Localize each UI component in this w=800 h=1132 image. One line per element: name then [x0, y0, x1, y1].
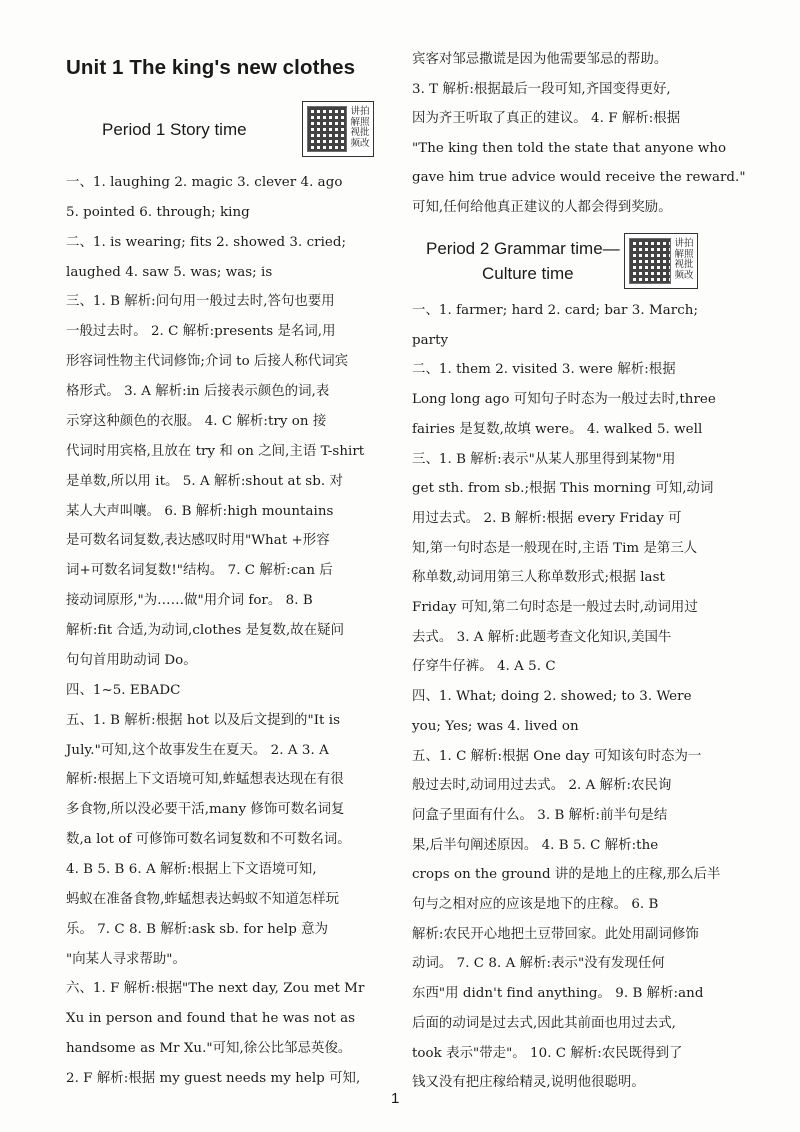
answer-line: 代词时用宾格,且放在 try 和 on 之间,主语 T-shirt: [66, 443, 365, 459]
answer-line: laughed 4. saw 5. was; was; is: [66, 264, 273, 280]
answer-line: 一、1. farmer; hard 2. card; bar 3. March;: [412, 303, 699, 318]
qr-caption: 讲拍 解照 视批 频改: [674, 238, 694, 281]
answer-line: 格形式。 3. A 解析:in 后接表示颜色的词,表: [66, 384, 330, 400]
answer-line: 多食物,所以没必要干活,many 修饰可数名词复: [66, 802, 345, 818]
answer-line: 动词。 7. C 8. A 解析:表示"没有发现任何: [412, 956, 665, 972]
answer-line: 乐。 7. C 8. B 解析:ask sb. for help 意为: [66, 921, 329, 937]
answer-line: get sth. from sb.;根据 This morning 可知,动词: [412, 481, 714, 497]
page-number: 1: [391, 1090, 400, 1107]
answer-line: 二、1. them 2. visited 3. were 解析:根据: [412, 362, 676, 378]
period-1-title: Period 1 Story time: [102, 120, 247, 139]
answer-line: 宾客对邹忌撒谎是因为他需要邹忌的帮助。: [412, 52, 668, 67]
answer-line: 2. F 解析:根据 my guest needs my help 可知,: [66, 1071, 361, 1087]
answer-line: 解析:fit 合适,为动词,clothes 是复数,故在疑问: [66, 623, 345, 639]
answer-line: 是单数,所以用 it。 5. A 解析:shout at sb. 对: [66, 473, 343, 489]
answer-line: 四、1~5. EBADC: [66, 682, 181, 698]
answer-line: 钱又没有把庄稼给精灵,说明他很聪明。: [412, 1075, 645, 1091]
answer-line: took 表示"带走"。 10. C 解析:农民既得到了: [412, 1045, 683, 1061]
answer-line: handsome as Mr Xu."可知,徐公比邹忌英俊。: [66, 1041, 352, 1057]
answer-line: 五、1. C 解析:根据 One day 可知该句时态为一: [412, 748, 702, 764]
answer-line: 东西"用 didn't find anything。 9. B 解析:and: [412, 986, 704, 1002]
answer-line: 用过去式。 2. B 解析:根据 every Friday 可: [412, 510, 682, 526]
answer-line: 四、1. What; doing 2. showed; to 3. Were: [412, 689, 692, 705]
answer-line: crops on the ground 讲的是地上的庄稼,那么后半: [412, 867, 721, 883]
answer-line: 5. pointed 6. through; king: [66, 204, 250, 220]
answer-line: fairies 是复数,故填 were。 4. walked 5. well: [412, 421, 703, 437]
period-2-title-line1: Period 2 Grammar time—: [426, 239, 620, 258]
answer-line: 知,第一句时态是一般现在时,主语 Tim 是第三人: [412, 540, 698, 556]
answer-line: 解析:农民开心地把土豆带回家。此处用副词修饰: [412, 926, 699, 942]
answer-line: 五、1. B 解析:根据 hot 以及后文提到的"It is: [66, 712, 341, 728]
unit-title: Unit 1 The king's new clothes: [66, 56, 356, 79]
answer-line: 仔穿牛仔裤。 4. A 5. C: [412, 659, 556, 675]
answer-line: July."可知,这个故事发生在夏天。 2. A 3. A: [66, 742, 329, 758]
qr-caption: 讲拍 解照 视批 频改: [350, 106, 370, 149]
answer-line: 4. B 5. B 6. A 解析:根据上下文语境可知,: [66, 862, 317, 877]
answer-line: gave him true advice would receive the reward.": [412, 170, 746, 185]
qr-code-icon: [307, 106, 347, 152]
period-1-qr-block: [302, 101, 374, 157]
answer-line: 因为齐王听取了真正的建议。 4. F 解析:根据: [412, 111, 681, 126]
answer-line: 句句首用助动词 Do。: [66, 652, 197, 668]
answer-line: 去式。 3. A 解析:此题考查文化知识,美国牛: [412, 629, 672, 645]
answer-line: 二、1. is wearing; fits 2. showed 3. cried;: [66, 234, 347, 250]
answer-line: 称单数,动词用第三人称单数形式;根据 last: [412, 570, 665, 586]
answer-line: Friday 可知,第二句时态是一般过去时,动词用过: [412, 600, 698, 615]
period-2-title-line2: Culture time: [482, 264, 574, 283]
answer-line: 示穿这种颜色的衣服。 4. C 解析:try on 接: [66, 413, 327, 429]
answer-line: 果,后半句阐述原因。 4. B 5. C 解析:the: [412, 837, 659, 853]
answer-line: "向某人寻求帮助"。: [66, 951, 186, 967]
answer-line: 三、1. B 解析:问句用一般过去时,答句也要用: [66, 294, 335, 310]
answer-line: 般过去时,动词用过去式。 2. A 解析:农民询: [412, 778, 672, 794]
answer-line: 3. T 解析:根据最后一段可知,齐国变得更好,: [412, 81, 671, 97]
answer-line: "The king then told the state that anyone who: [412, 140, 727, 156]
answer-line: 蚂蚁在准备食物,蚱蜢想表达蚂蚁不知道怎样玩: [66, 891, 340, 907]
answer-line: 一般过去时。 2. C 解析:presents 是名词,用: [66, 324, 336, 340]
answer-line: 后面的动词是过去式,因此其前面也用过去式,: [412, 1015, 676, 1031]
period-2-qr-block: [624, 233, 698, 289]
answer-line: 数,a lot of 可修饰可数名词复数和不可数名词。: [66, 832, 351, 848]
answer-line: 解析:根据上下文语境可知,蚱蜢想表达现在有很: [66, 772, 344, 788]
answer-line: 某人大声叫嚷。 6. B 解析:high mountains: [66, 503, 334, 519]
answer-line: Long long ago 可知句子时态为一般过去时,three: [412, 392, 716, 408]
answer-line: 一、1. laughing 2. magic 3. clever 4. ago: [66, 175, 343, 190]
answer-line: 词+可数名词复数!"结构。 7. C 解析:can 后: [66, 563, 333, 579]
answer-line: 可知,任何给他真正建议的人都会得到奖励。: [412, 199, 672, 215]
answer-line: 六、1. F 解析:根据"The next day, Zou met Mr: [66, 981, 365, 997]
qr-code-icon: [629, 238, 671, 284]
answer-line: party: [412, 332, 449, 348]
answer-line: 是可数名词复数,表达感叹时用"What +形容: [66, 533, 330, 549]
answer-line: 问盒子里面有什么。 3. B 解析:前半句是结: [412, 807, 668, 823]
answer-line: Xu in person and found that he was not as: [66, 1011, 356, 1027]
answer-line: you; Yes; was 4. lived on: [412, 718, 579, 734]
answer-line: 接动词原形,"为……做"用介词 for。 8. B: [66, 593, 313, 609]
answer-line: 三、1. B 解析:表示"从某人那里得到某物"用: [412, 451, 676, 467]
answer-line: 句与之相对应的应该是地下的庄稼。 6. B: [412, 897, 659, 912]
answer-line: 形容词性物主代词修饰;介词 to 后接人称代词宾: [66, 354, 349, 370]
